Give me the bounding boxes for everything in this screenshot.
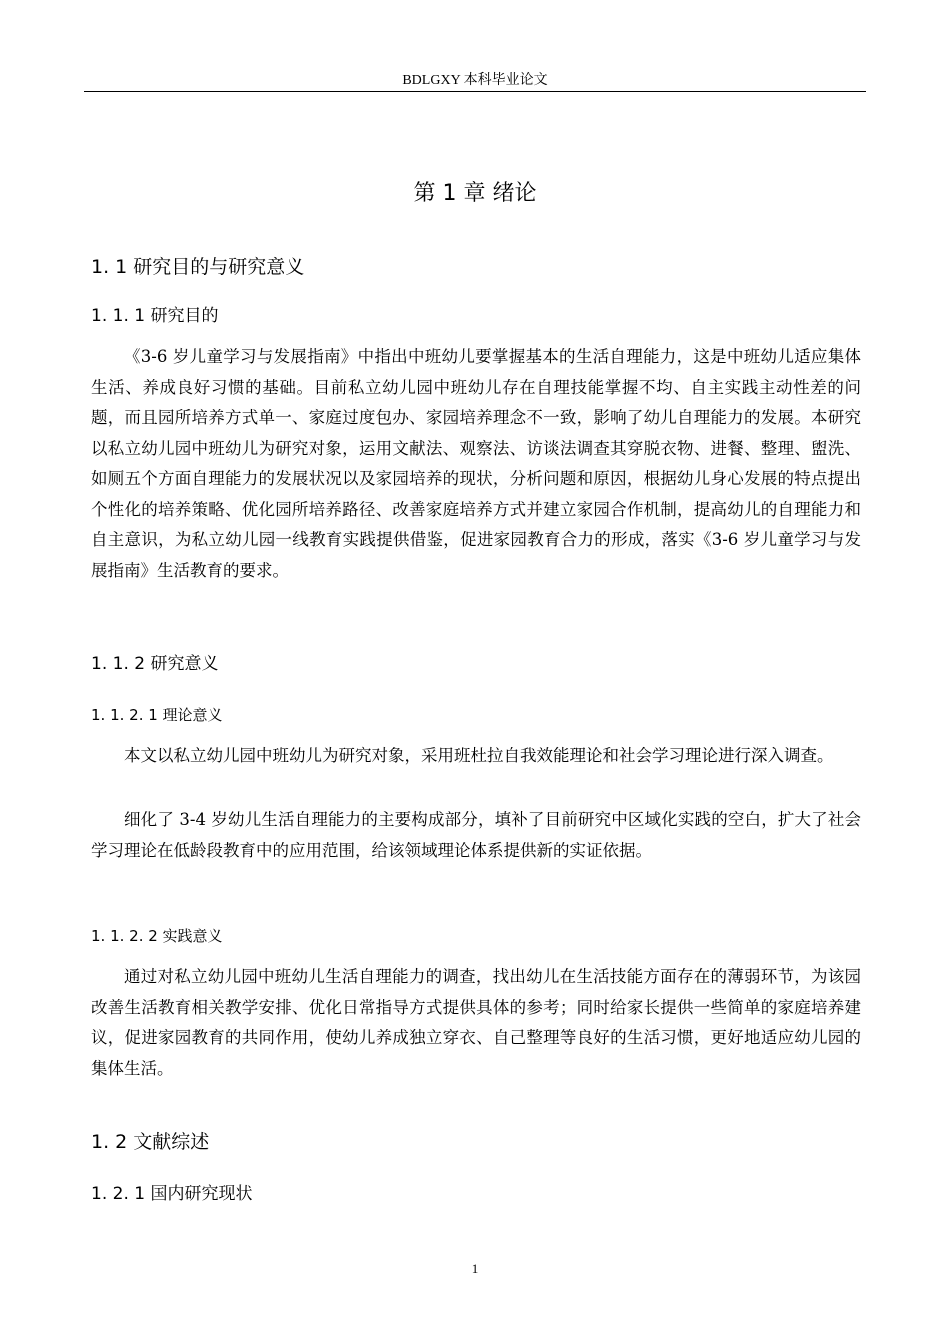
paragraph-research-purpose: 《3-6 岁儿童学习与发展指南》中指出中班幼儿要掌握基本的生活自理能力，这是中班幼儿适应集体生活、养成良好习惯的基础。目前私立幼儿园中班幼儿存在自理技能掌握不均、自主实践主动性差的问题，而且园所培养方式单一、家庭过度包办、家园培养理念不一致，影响了幼儿自理能力的发展。本研究以私立幼儿园中班幼儿为研究对象，运用文献法、观察法、访谈法调查其穿脱衣物、进餐、整理、盥洗、如厕五个方面自理能力的发展状况以及家园培养的现状，分析问题和原因，根据幼儿身心发展的特点提出个性化的培养策略、优化园所培养路径、改善家庭培养方式并建立家园合作机制，提高幼儿的自理能力和自主意识，为私立幼儿园一线教育实践提供借鉴，促进家园教育合力的形成，落实《3-6 岁儿童学习与发展指南》生活教育的要求。	[91, 347, 861, 580]
section-heading-1-1-2-2: 1. 1. 2. 2 实践意义	[91, 927, 223, 945]
section-heading-1-1-2-1: 1. 1. 2. 1 理论意义	[91, 706, 223, 724]
section-heading-1-1-1: 1. 1. 1 研究目的	[91, 306, 219, 326]
paragraph-practice-significance: 通过对私立幼儿园中班幼儿生活自理能力的调查，找出幼儿在生活技能方面存在的薄弱环节，为该园改善生活教育相关教学安排、优化日常指导方式提供具体的参考；同时给家长提供一些简单的家庭培养建议，促进家园教育的共同作用，使幼儿养成独立穿衣、自己整理等良好的生活习惯，更好地适应幼儿园的集体生活。	[91, 967, 861, 1078]
paragraph-theory-significance-2: 细化了 3-4 岁幼儿生活自理能力的主要构成部分，填补了目前研究中区域化实践的空白，扩大了社会学习理论在低龄段教育中的应用范围，给该领域理论体系提供新的实证依据。	[91, 810, 861, 860]
section-heading-1-2: 1. 2 文献综述	[91, 1131, 210, 1153]
header-rule	[84, 91, 866, 92]
section-heading-1-2-1: 1. 2. 1 国内研究现状	[91, 1184, 253, 1204]
page-number: 1	[471, 1261, 479, 1276]
section-heading-1-1-2: 1. 1. 2 研究意义	[91, 654, 219, 674]
paragraph-theory-significance-1: 本文以私立幼儿园中班幼儿为研究对象，采用班杜拉自我效能理论和社会学习理论进行深入调查。	[124, 746, 834, 765]
section-heading-1-1: 1. 1 研究目的与研究意义	[91, 256, 305, 278]
chapter-title: 第 1 章 绪论	[413, 181, 537, 206]
running-header: BDLGXY 本科毕业论文	[402, 73, 548, 88]
